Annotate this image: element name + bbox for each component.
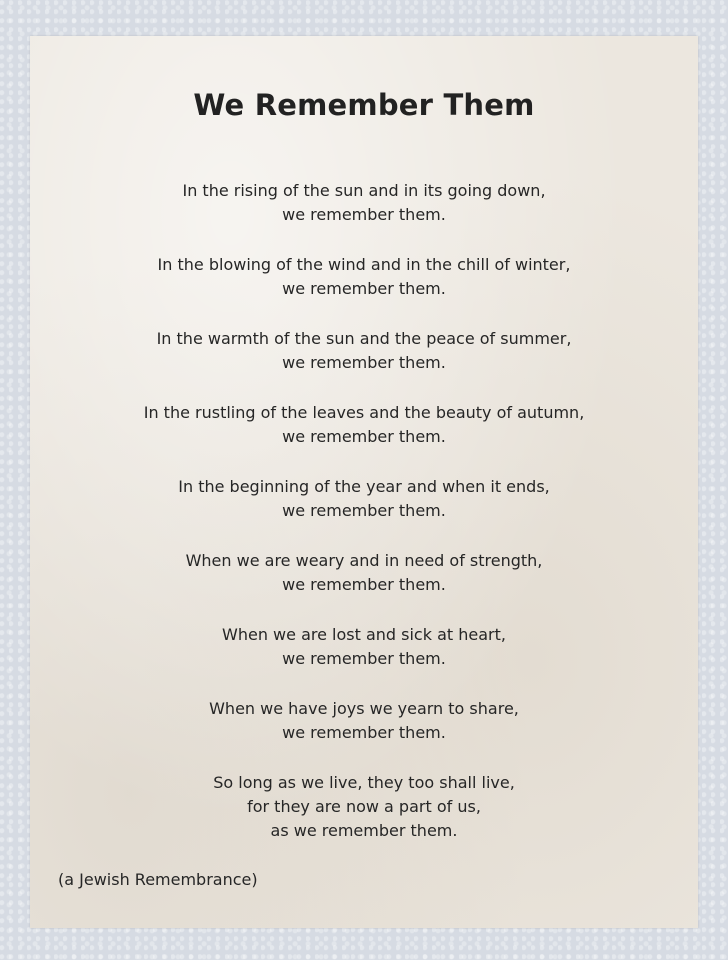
poem-title: We Remember Them: [193, 88, 535, 122]
stanza-line: In the warmth of the sun and the peace of summer,: [156, 329, 572, 348]
stanza: [30, 327, 698, 375]
stanza: [30, 179, 698, 227]
final-stanza-refrain: as we remember them.: [270, 821, 458, 840]
stanza-refrain: we remember them.: [282, 649, 446, 668]
stanza-line: In the rising of the sun and in its going down,: [182, 181, 546, 200]
stanza-refrain: we remember them.: [282, 575, 446, 594]
stanza-line: When we are weary and in need of strength,: [185, 551, 543, 570]
poem-body: [30, 179, 698, 869]
stanza-refrain: we remember them.: [282, 501, 446, 520]
final-stanza-line: So long as we live, they too shall live,: [213, 773, 515, 792]
stanza-line: When we are lost and sick at heart,: [222, 625, 506, 644]
poem-attribution: (a Jewish Remembrance): [58, 870, 258, 889]
stanza: [30, 623, 698, 671]
stanza-refrain: we remember them.: [282, 205, 446, 224]
stanza-refrain: we remember them.: [282, 723, 446, 742]
stanza-line: In the beginning of the year and when it ends,: [178, 477, 550, 496]
poem-page: [30, 36, 698, 928]
stanza-line: When we have joys we yearn to share,: [209, 699, 519, 718]
stanza-refrain: we remember them.: [282, 279, 446, 298]
stanza: [30, 549, 698, 597]
stanza-line: In the rustling of the leaves and the beauty of autumn,: [143, 403, 585, 422]
stanza-line: In the blowing of the wind and in the chill of winter,: [157, 255, 571, 274]
stanza: [30, 401, 698, 449]
final-stanza: [30, 771, 698, 843]
stanza-refrain: we remember them.: [282, 427, 446, 446]
stanza: [30, 697, 698, 745]
stanza: [30, 475, 698, 523]
stanza: [30, 253, 698, 301]
final-stanza-line: for they are now a part of us,: [247, 797, 481, 816]
stanza-refrain: we remember them.: [282, 353, 446, 372]
